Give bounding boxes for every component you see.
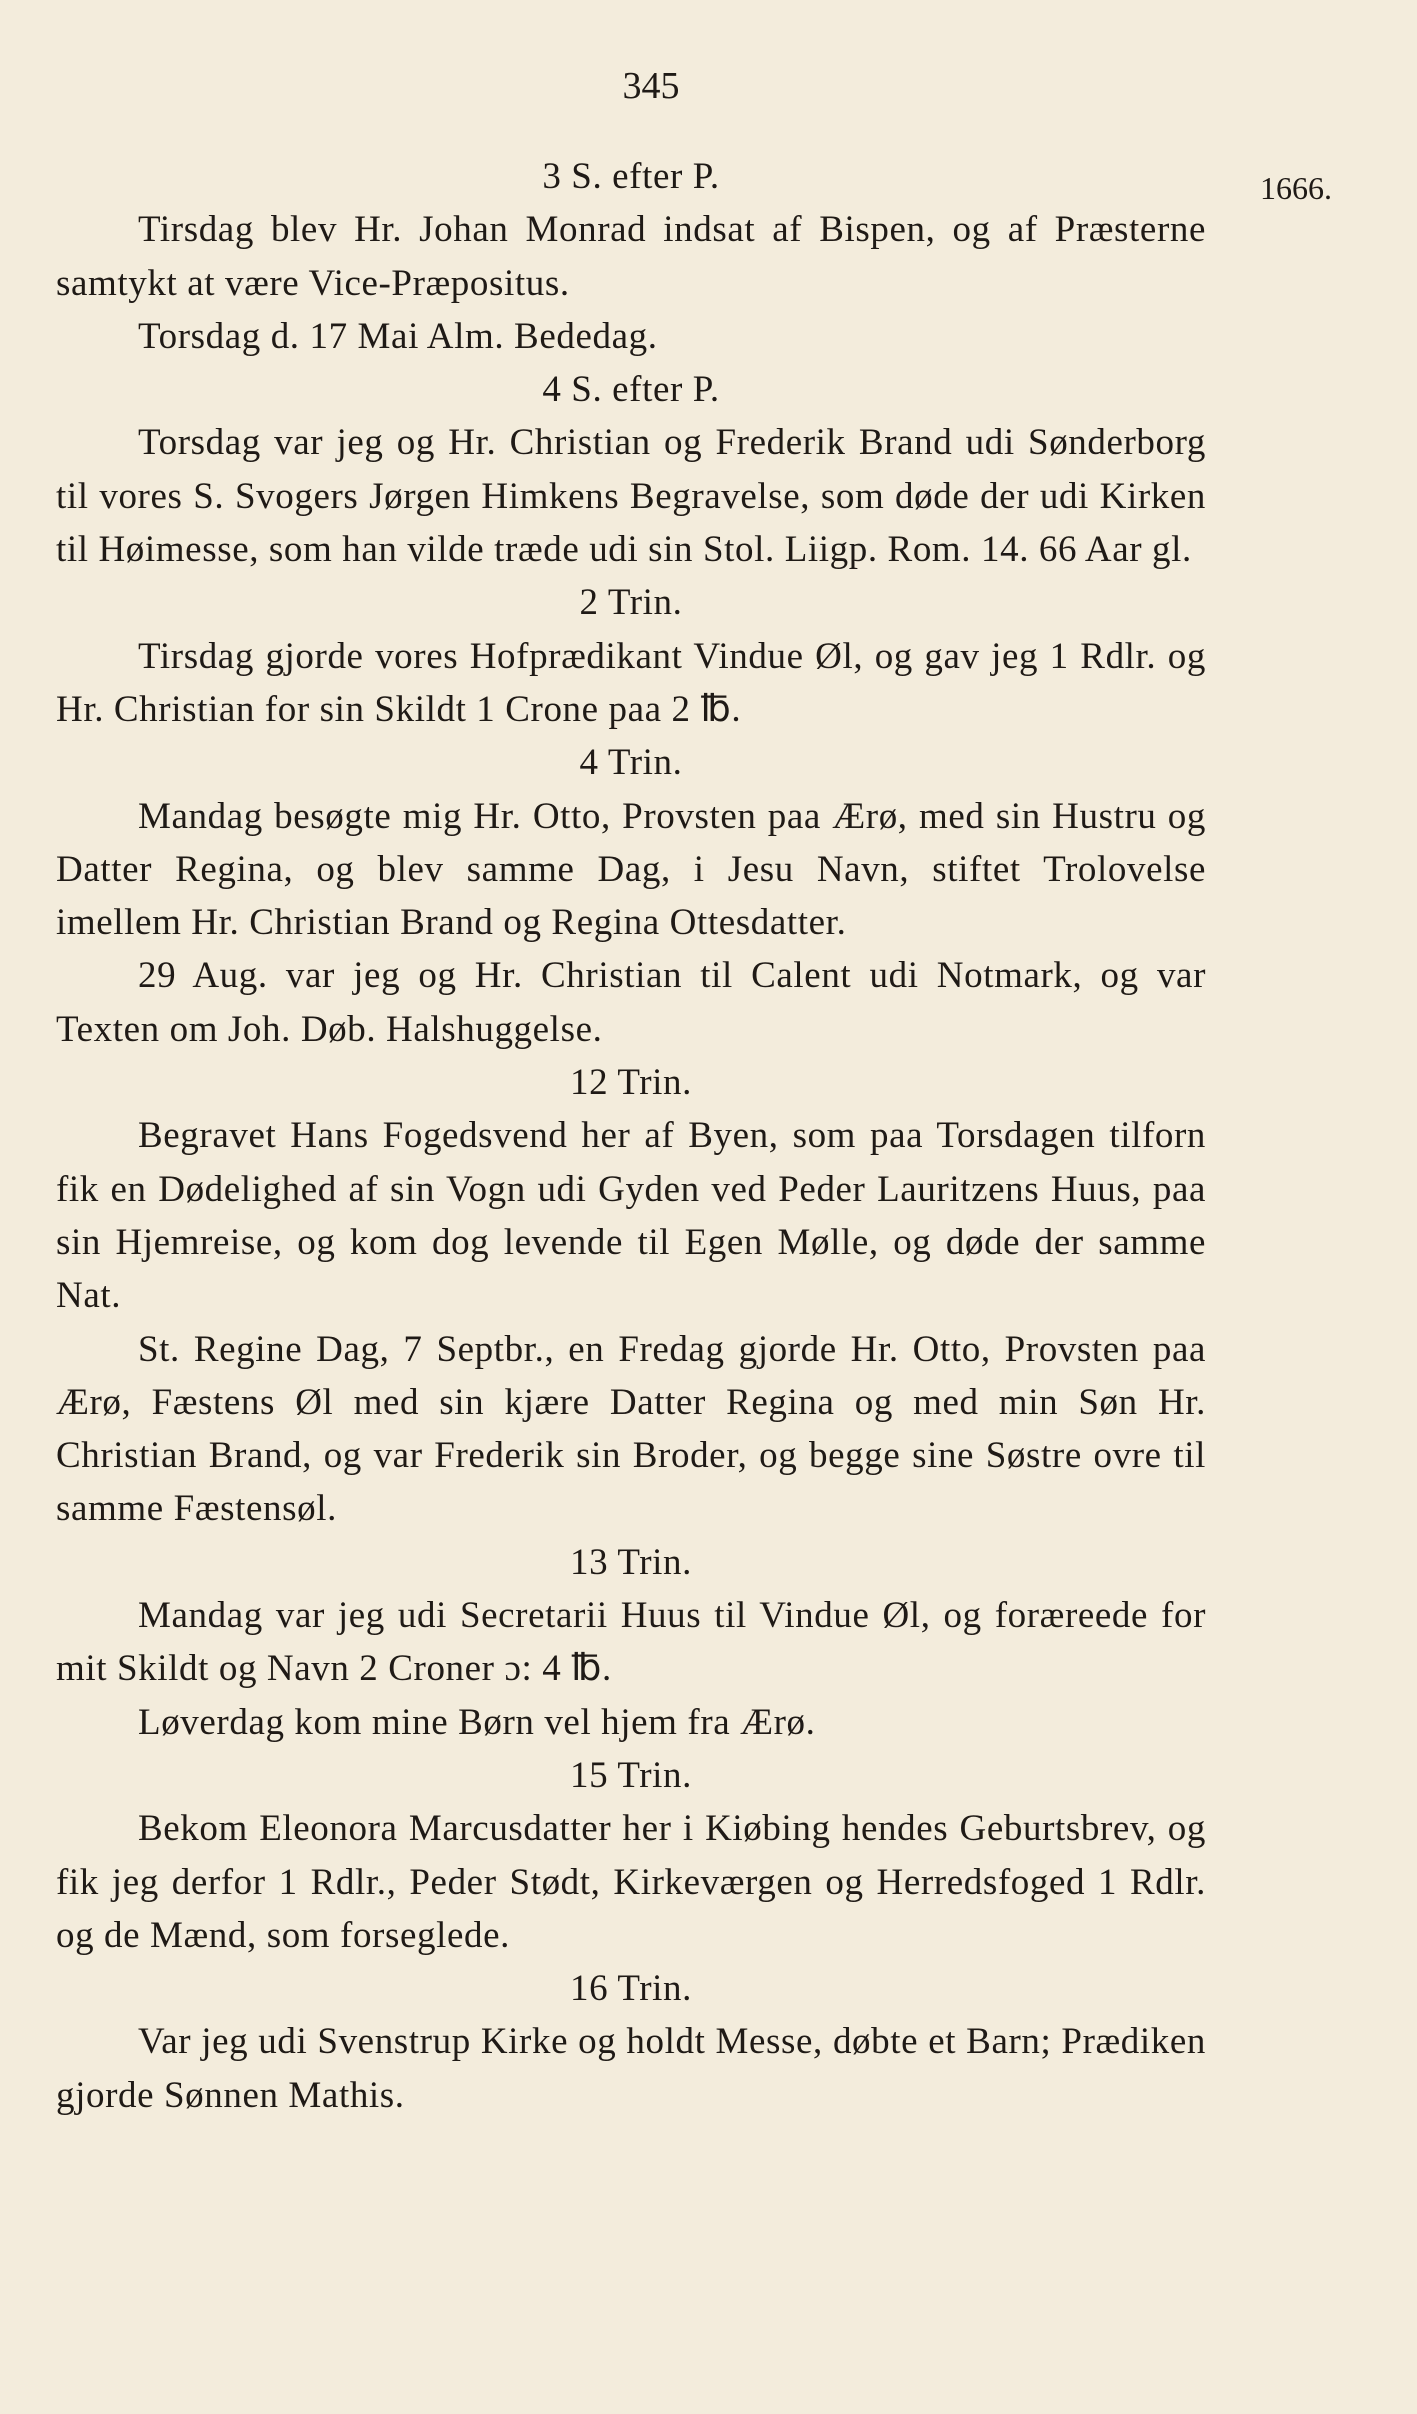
section-heading: 15 Trin. [569, 1754, 693, 1796]
paragraph: Mandag var jeg udi Secretarii Huus til Vindue Øl, og foræreede for mit Skildt og Navn 2 Croner ɔ: 4 ℔. [56, 1595, 1206, 1690]
body-text [56, 150, 1206, 2122]
section-heading: 16 Trin. [569, 1968, 693, 2010]
paragraph: Torsdag var jeg og Hr. Christian og Frederik Brand udi Sønderborg til vores S. Svogers Jørgen Himkens Begravelse, som døde der udi Kirken til Høimesse, som han vilde træde udi sin Stol. Liigp. Rom. 14. 66 Aar gl. [56, 422, 1206, 571]
paragraph: 29 Aug. var jeg og Hr. Christian til Calent udi Notmark, og var Texten om Joh. Døb. Halshuggelse. [56, 955, 1206, 1050]
section-heading: 13 Trin. [569, 1541, 693, 1583]
paragraph: Tirsdag blev Hr. Johan Monrad indsat af Bispen, og af Præsterne samtykt at være Vice-Præpositus. [56, 209, 1206, 304]
paragraph: Løverdag kom mine Børn vel hjem fra Ærø. [138, 1701, 816, 1743]
section-heading: 2 Trin. [579, 582, 683, 624]
section-heading: 4 Trin. [579, 742, 683, 784]
section-heading: 3 S. efter P. [542, 156, 720, 197]
paragraph: Bekom Eleonora Marcusdatter her i Kiøbing hendes Geburtsbrev, og fik jeg derfor 1 Rdlr., Peder Stødt, Kirkeværgen og Herredsfoged 1 Rdlr. og de Mænd, som forseglede. [56, 1808, 1206, 1956]
paragraph: Mandag besøgte mig Hr. Otto, Provsten paa Ærø, med sin Hustru og Datter Regina, og blev samme Dag, i Jesu Navn, stiftet Trolovelse imellem Hr. Christian Brand og Regina Ottesdatter. [56, 795, 1206, 944]
paragraph: Var jeg udi Svenstrup Kirke og holdt Messe, døbte et Barn; Prædiken gjorde Sønnen Mathis. [56, 2021, 1206, 2116]
paragraph: Torsdag d. 17 Mai Alm. Bededag. [138, 315, 658, 357]
margin-year-note: 1666. [1260, 170, 1332, 206]
paragraph: Begravet Hans Fogedsvend her af Byen, som paa Torsdagen tilforn fik en Dødelighed af sin Vogn udi Gyden ved Peder Lauritzens Huus, paa sin Hjemreise, og kom dog levende til Egen Mølle, og døde der samme Nat. [56, 1115, 1206, 1317]
section-heading: 12 Trin. [569, 1062, 693, 1104]
page-number: 345 [622, 65, 680, 107]
paragraph: St. Regine Dag, 7 Septbr., en Fredag gjorde Hr. Otto, Provsten paa Ærø, Fæstens Øl med sin kjære Datter Regina og med min Søn Hr. Christian Brand, og var Frederik sin Broder, og begge sine Søstre ovre til samme Fæstensøl. [56, 1328, 1206, 1530]
paragraph: Tirsdag gjorde vores Hofprædikant Vindue Øl, og gav jeg 1 Rdlr. og Hr. Christian for sin Skildt 1 Crone paa 2 ℔. [56, 635, 1206, 730]
section-heading: 4 S. efter P. [542, 369, 720, 411]
